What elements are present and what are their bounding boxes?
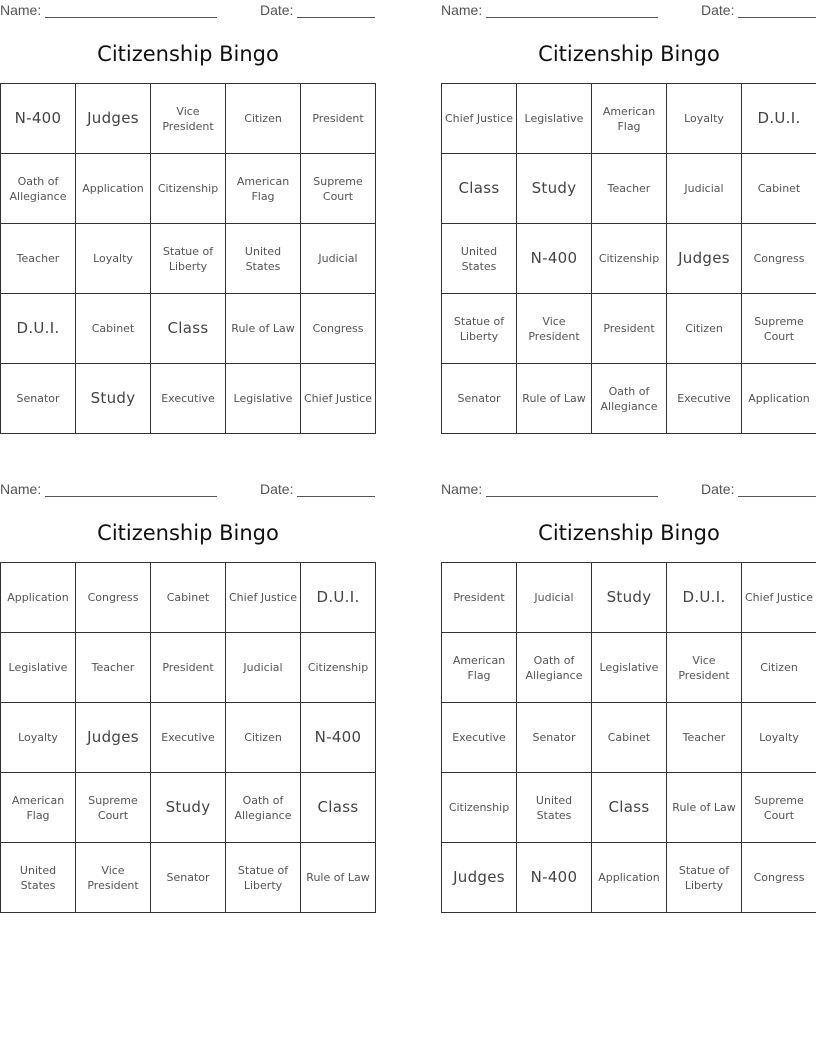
bingo-cell: American Flag (442, 633, 517, 703)
bingo-cell: Cabinet (76, 294, 151, 364)
bingo-cell: Senator (517, 703, 592, 773)
date-label: Date: (701, 481, 735, 497)
bingo-cell: Executive (667, 364, 742, 434)
bingo-cell: President (442, 563, 517, 633)
bingo-cell: Oath of Allegiance (1, 154, 76, 224)
bingo-cell: Loyalty (667, 84, 742, 154)
bingo-grid (0, 562, 376, 913)
bingo-cell: American Flag (1, 773, 76, 843)
date-blank (738, 2, 816, 18)
bingo-cell: Citizen (667, 294, 742, 364)
bingo-cell: Legislative (592, 633, 667, 703)
bingo-cell: Class (442, 154, 517, 224)
bingo-cell: Vice President (151, 84, 226, 154)
bingo-cell: Legislative (1, 633, 76, 703)
grid-row (442, 154, 816, 224)
grid-row (1, 563, 376, 633)
bingo-cell: Application (742, 364, 816, 434)
bingo-cell: Executive (151, 703, 226, 773)
grid-row (442, 294, 816, 364)
bingo-cell: Judges (442, 843, 517, 913)
bingo-cell: Application (1, 563, 76, 633)
bingo-cell: Supreme Court (742, 773, 816, 843)
grid-row (442, 843, 816, 913)
bingo-cell: Statue of Liberty (442, 294, 517, 364)
name-date-row (0, 481, 376, 499)
bingo-cell: Chief Justice (742, 563, 816, 633)
bingo-cell: Application (76, 154, 151, 224)
bingo-cell: Congress (76, 563, 151, 633)
bingo-cell: Senator (151, 843, 226, 913)
bingo-cell: Oath of Allegiance (517, 633, 592, 703)
bingo-cell: Teacher (76, 633, 151, 703)
bingo-cell: Class (151, 294, 226, 364)
bingo-card-2 (441, 0, 816, 440)
card-title: Citizenship Bingo (97, 521, 279, 545)
bingo-cell: United States (517, 773, 592, 843)
bingo-cell: Loyalty (742, 703, 816, 773)
grid-row (1, 364, 376, 434)
bingo-cell: President (301, 84, 376, 154)
bingo-cell: Statue of Liberty (151, 224, 226, 294)
bingo-cell: D.U.I. (1, 294, 76, 364)
bingo-cell: Citizen (226, 703, 301, 773)
name-date-row (441, 481, 816, 499)
bingo-cell: Study (76, 364, 151, 434)
bingo-cell: Judges (76, 84, 151, 154)
bingo-cell: Judicial (226, 633, 301, 703)
bingo-cell: N-400 (517, 224, 592, 294)
bingo-grid (0, 83, 376, 434)
bingo-cell: Loyalty (1, 703, 76, 773)
bingo-card-4 (441, 479, 816, 919)
bingo-grid (441, 83, 816, 434)
bingo-cell: Legislative (517, 84, 592, 154)
bingo-cell: United States (1, 843, 76, 913)
grid-row (442, 633, 816, 703)
bingo-cell: Vice President (76, 843, 151, 913)
bingo-cell: United States (226, 224, 301, 294)
bingo-cell: Application (592, 843, 667, 913)
bingo-cell: Supreme Court (742, 294, 816, 364)
bingo-cell: Citizenship (592, 224, 667, 294)
bingo-cell: Vice President (667, 633, 742, 703)
bingo-cell: Supreme Court (301, 154, 376, 224)
date-blank (738, 481, 816, 497)
bingo-cell: Study (151, 773, 226, 843)
bingo-cell: Supreme Court (76, 773, 151, 843)
bingo-cell: Judicial (301, 224, 376, 294)
bingo-cell: Rule of Law (301, 843, 376, 913)
grid-row (1, 154, 376, 224)
bingo-cell: Judges (667, 224, 742, 294)
name-date-row (441, 2, 816, 20)
grid-row (1, 633, 376, 703)
bingo-cell: Citizenship (151, 154, 226, 224)
grid-row (442, 224, 816, 294)
grid-row (442, 703, 816, 773)
bingo-cell: D.U.I. (742, 84, 816, 154)
card-title: Citizenship Bingo (538, 42, 720, 66)
bingo-cell: Study (517, 154, 592, 224)
bingo-cell: Study (592, 563, 667, 633)
bingo-cell: Cabinet (742, 154, 816, 224)
bingo-cell: President (151, 633, 226, 703)
date-blank (297, 481, 375, 497)
bingo-cell: Congress (742, 843, 816, 913)
bingo-cell: N-400 (1, 84, 76, 154)
bingo-cell: Executive (442, 703, 517, 773)
bingo-cell: Vice President (517, 294, 592, 364)
name-label: Name: (0, 2, 42, 18)
bingo-cell: Loyalty (76, 224, 151, 294)
bingo-cell: United States (442, 224, 517, 294)
bingo-cell: Senator (442, 364, 517, 434)
bingo-cell: Congress (742, 224, 816, 294)
date-label: Date: (701, 2, 735, 18)
bingo-cell: Rule of Law (517, 364, 592, 434)
bingo-cell: Chief Justice (442, 84, 517, 154)
bingo-grid (441, 562, 816, 913)
bingo-cell: Citizen (742, 633, 816, 703)
bingo-cell: Oath of Allegiance (226, 773, 301, 843)
grid-row (1, 703, 376, 773)
date-label: Date: (260, 2, 294, 18)
bingo-cell: N-400 (301, 703, 376, 773)
bingo-cell: Chief Justice (301, 364, 376, 434)
bingo-cell: Congress (301, 294, 376, 364)
bingo-cell: Citizen (226, 84, 301, 154)
grid-row (442, 773, 816, 843)
grid-row (1, 84, 376, 154)
grid-row (442, 563, 816, 633)
name-blank (45, 481, 217, 497)
bingo-cell: Chief Justice (226, 563, 301, 633)
bingo-cell: Statue of Liberty (226, 843, 301, 913)
card-title: Citizenship Bingo (97, 42, 279, 66)
bingo-cell: Teacher (667, 703, 742, 773)
bingo-cell: Oath of Allegiance (592, 364, 667, 434)
bingo-cell: D.U.I. (301, 563, 376, 633)
name-label: Name: (441, 2, 483, 18)
bingo-card-1 (0, 0, 376, 440)
date-label: Date: (260, 481, 294, 497)
bingo-cell: American Flag (226, 154, 301, 224)
bingo-cell: Cabinet (592, 703, 667, 773)
bingo-cell: Senator (1, 364, 76, 434)
bingo-cell: American Flag (592, 84, 667, 154)
name-date-row (0, 2, 376, 20)
bingo-cell: Teacher (592, 154, 667, 224)
grid-row (442, 84, 816, 154)
bingo-cell: Executive (151, 364, 226, 434)
grid-row (1, 773, 376, 843)
bingo-cell: D.U.I. (667, 563, 742, 633)
grid-row (1, 843, 376, 913)
bingo-cell: Citizenship (301, 633, 376, 703)
name-blank (45, 2, 217, 18)
bingo-card-3 (0, 479, 376, 919)
bingo-cell: Rule of Law (667, 773, 742, 843)
grid-row (1, 294, 376, 364)
bingo-cell: Cabinet (151, 563, 226, 633)
bingo-cell: Class (301, 773, 376, 843)
card-title: Citizenship Bingo (538, 521, 720, 545)
bingo-cell: Rule of Law (226, 294, 301, 364)
bingo-cell: Citizenship (442, 773, 517, 843)
grid-row (1, 224, 376, 294)
name-label: Name: (441, 481, 483, 497)
bingo-cell: Judicial (667, 154, 742, 224)
name-blank (486, 2, 658, 18)
bingo-cell: Judicial (517, 563, 592, 633)
bingo-cell: Legislative (226, 364, 301, 434)
bingo-cell: Teacher (1, 224, 76, 294)
bingo-cell: Class (592, 773, 667, 843)
bingo-cell: President (592, 294, 667, 364)
date-blank (297, 2, 375, 18)
name-blank (486, 481, 658, 497)
name-label: Name: (0, 481, 42, 497)
bingo-cell: Judges (76, 703, 151, 773)
grid-row (442, 364, 816, 434)
bingo-cell: N-400 (517, 843, 592, 913)
bingo-cell: Statue of Liberty (667, 843, 742, 913)
